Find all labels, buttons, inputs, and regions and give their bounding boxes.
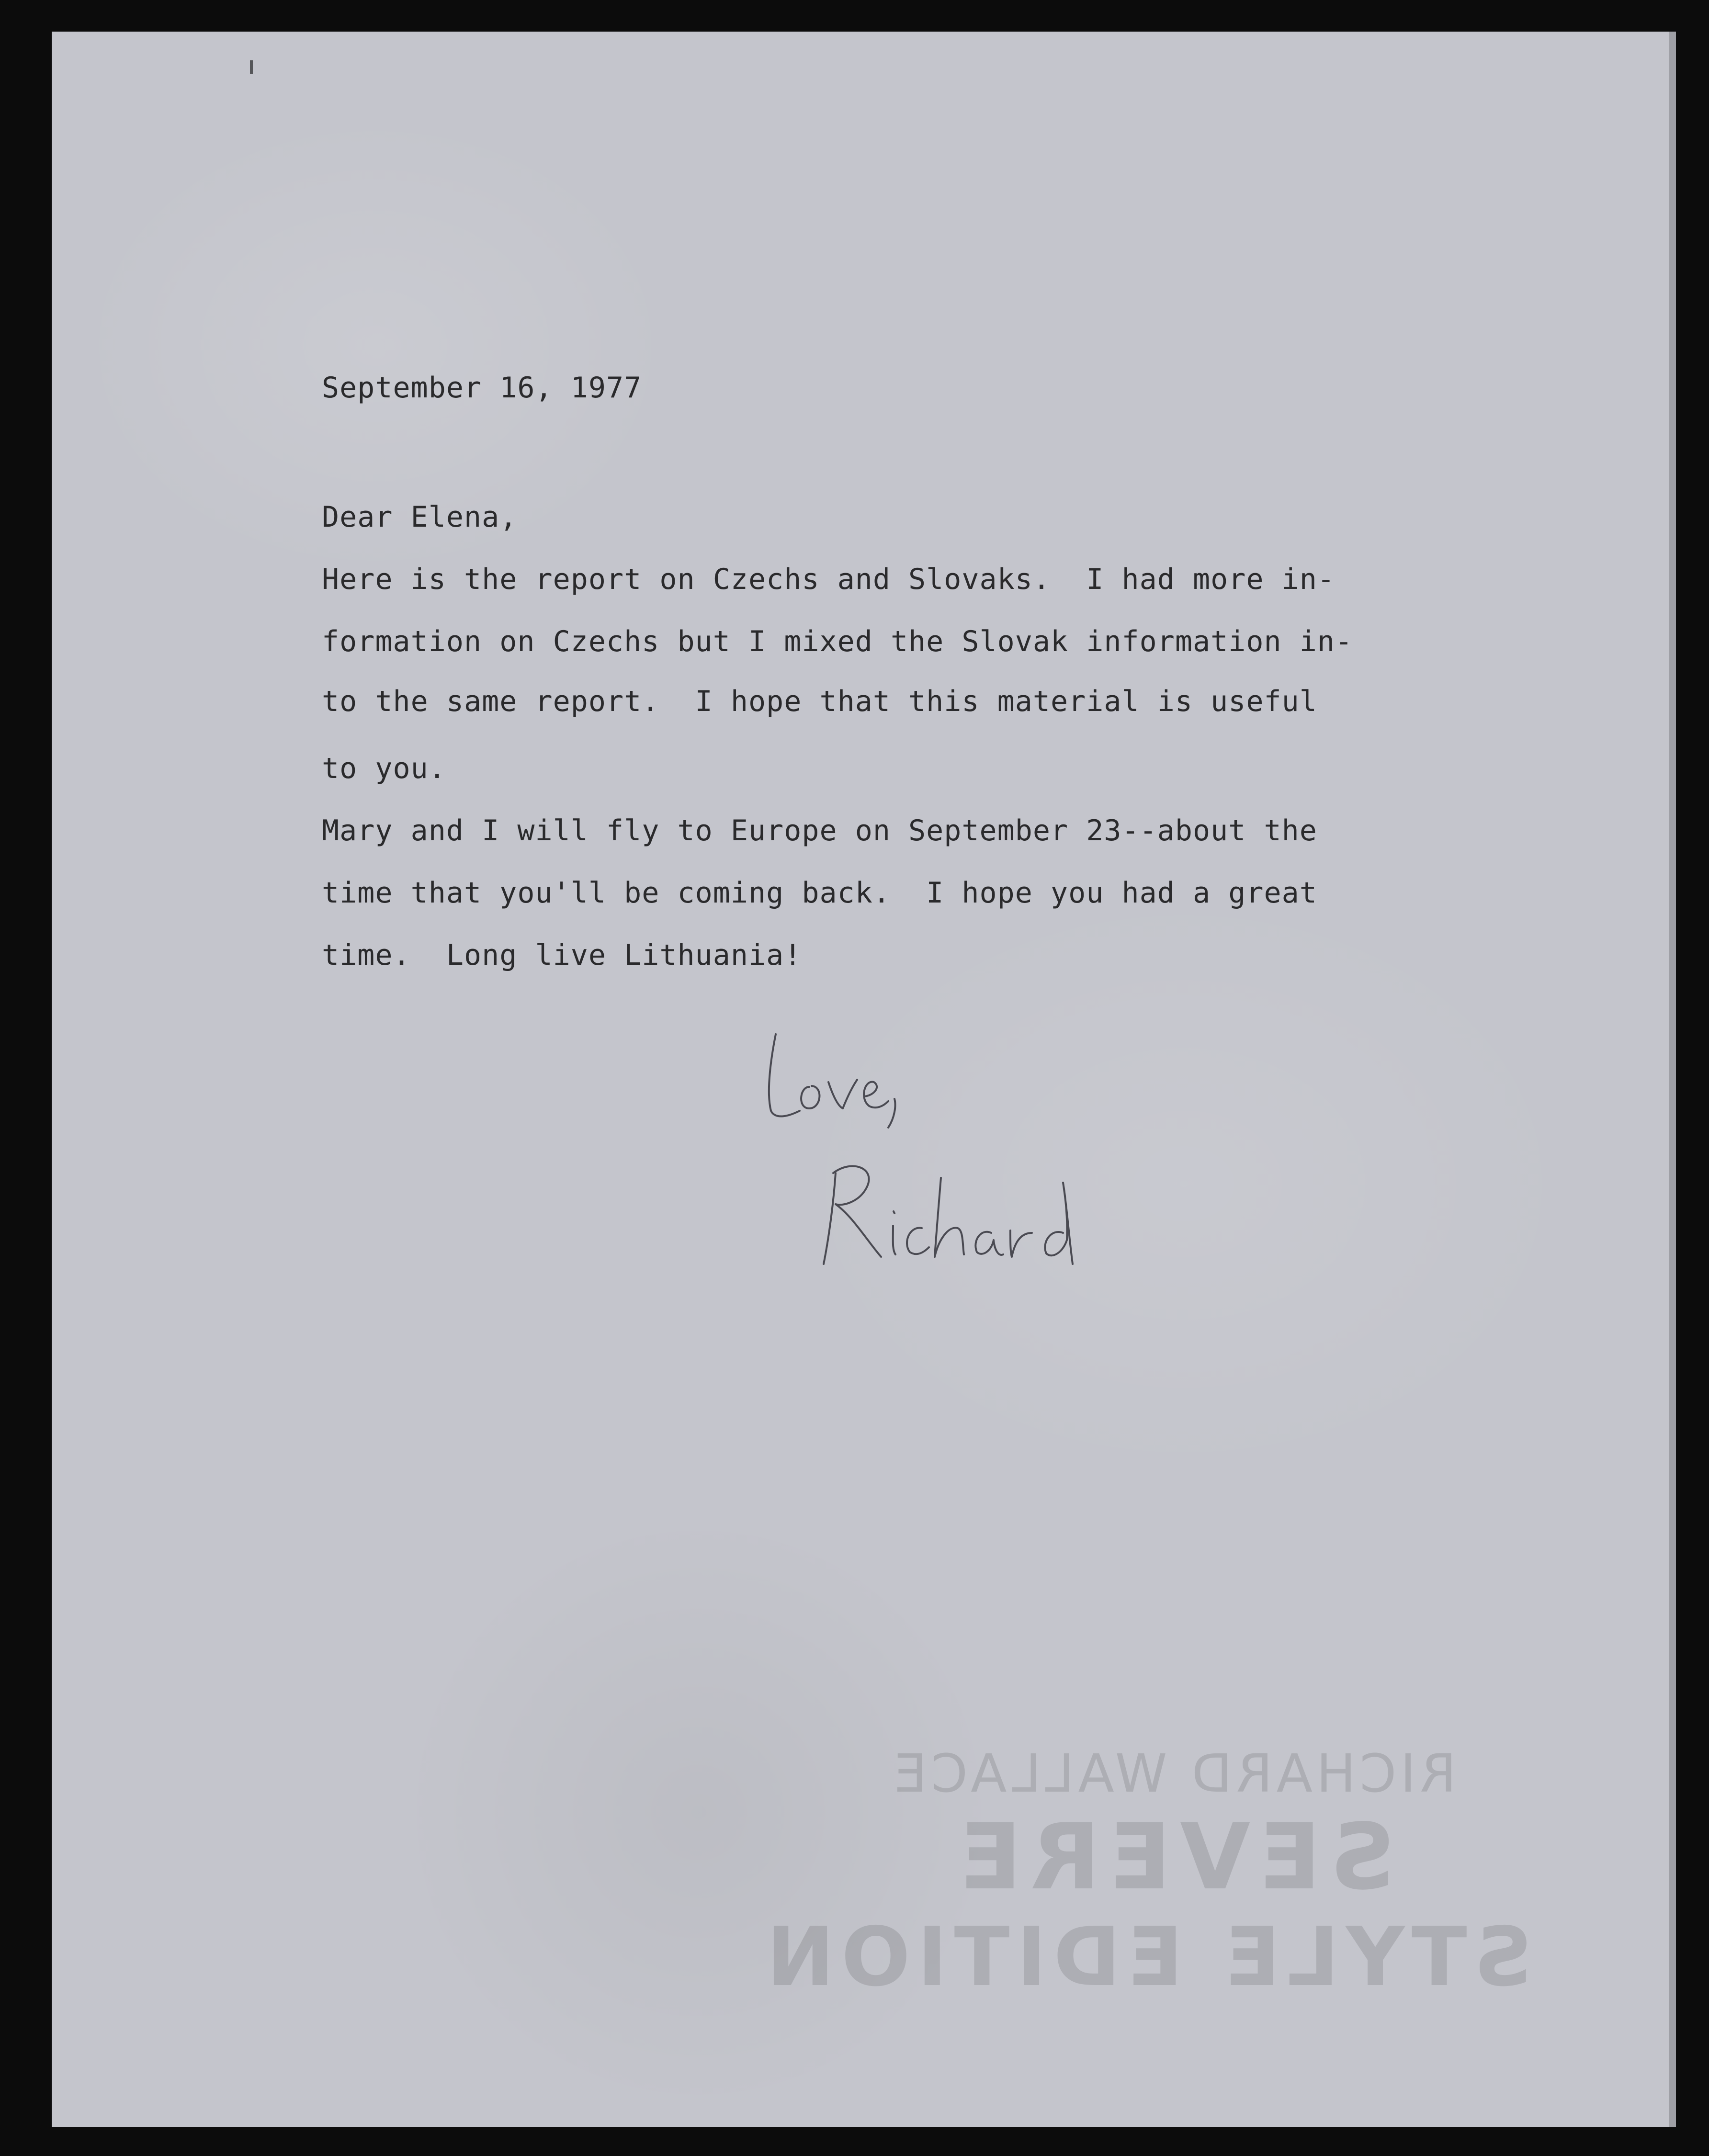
bleed-through-line: STYLE EDITION [759, 1910, 1532, 2005]
bleed-through-line: RICHARD WALLACE [890, 1743, 1457, 1804]
letter-line: Mary and I will fly to Europe on September 23--about the [322, 814, 1317, 847]
letter-date: September 16, 1977 [322, 371, 642, 405]
letter-line: time. Long live Lithuania! [322, 938, 802, 972]
handwritten-signature [757, 1015, 1140, 1283]
letter-line: to the same report. I hope that this material is useful [322, 685, 1317, 718]
letter-line: time that you'll be coming back. I hope you had a great [322, 876, 1317, 910]
letter-line: to you. [322, 752, 446, 785]
corner-mark [250, 60, 253, 74]
letter-body [322, 371, 1471, 972]
bleed-through-line: SEVERE [951, 1804, 1395, 1910]
bleed-through-watermark [759, 1743, 1532, 2011]
letter-line: Here is the report on Czechs and Slovaks. I had more in- [322, 563, 1336, 596]
letter-line: formation on Czechs but I mixed the Slovak information in- [322, 625, 1353, 658]
letter-salutation: Dear Elena, [322, 500, 518, 534]
paper-edge [1669, 32, 1676, 2127]
